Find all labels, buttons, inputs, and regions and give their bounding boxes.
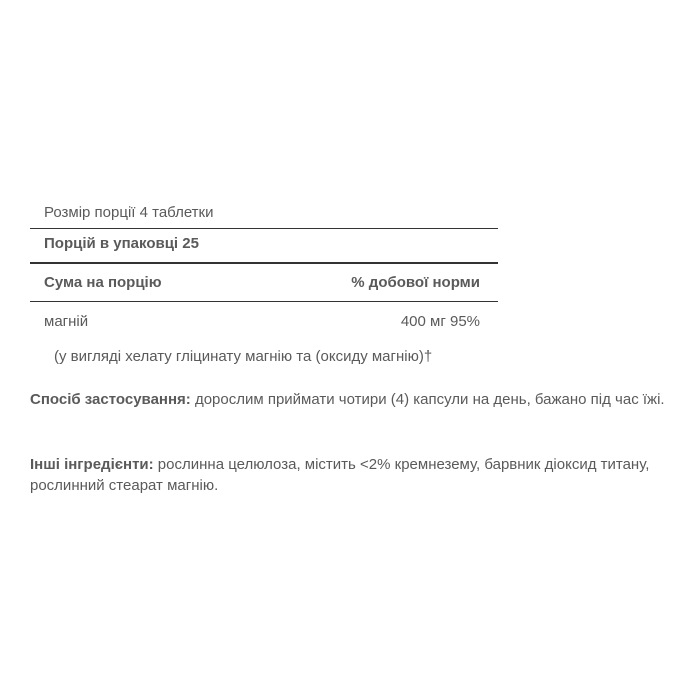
servings-per-container: Порцій в упаковці 25	[30, 228, 498, 262]
usage-directions	[30, 389, 670, 410]
amount-per-serving-header: Сума на порцію	[44, 274, 162, 291]
usage-text: дорослим приймати чотири (4) капсули на день, бажано під час їжі.	[190, 391, 665, 408]
facts-header-row	[30, 262, 498, 301]
daily-value-header: % добової норми	[351, 274, 480, 291]
nutrient-row	[30, 301, 498, 338]
nutrient-amount-dv: 400 мг 95%	[400, 313, 480, 330]
nutrient-form-note: (у вигляді хелату гліцинату магнію та (оксиду магнію)†	[54, 348, 433, 365]
other-ingredients-label: Інші інгредієнти:	[30, 456, 154, 473]
usage-label: Спосіб застосування:	[30, 391, 191, 408]
nutrient-name: магній	[44, 313, 89, 330]
other-ingredients	[30, 454, 670, 496]
serving-size: Розмір порції 4 таблетки	[44, 204, 214, 221]
supplement-facts-table	[30, 195, 498, 366]
other-ingredients-text: рослинна целюлоза, містить <2% кремнезему, барвник діоксид титану, рослинний стеарат магнію.	[30, 456, 650, 494]
